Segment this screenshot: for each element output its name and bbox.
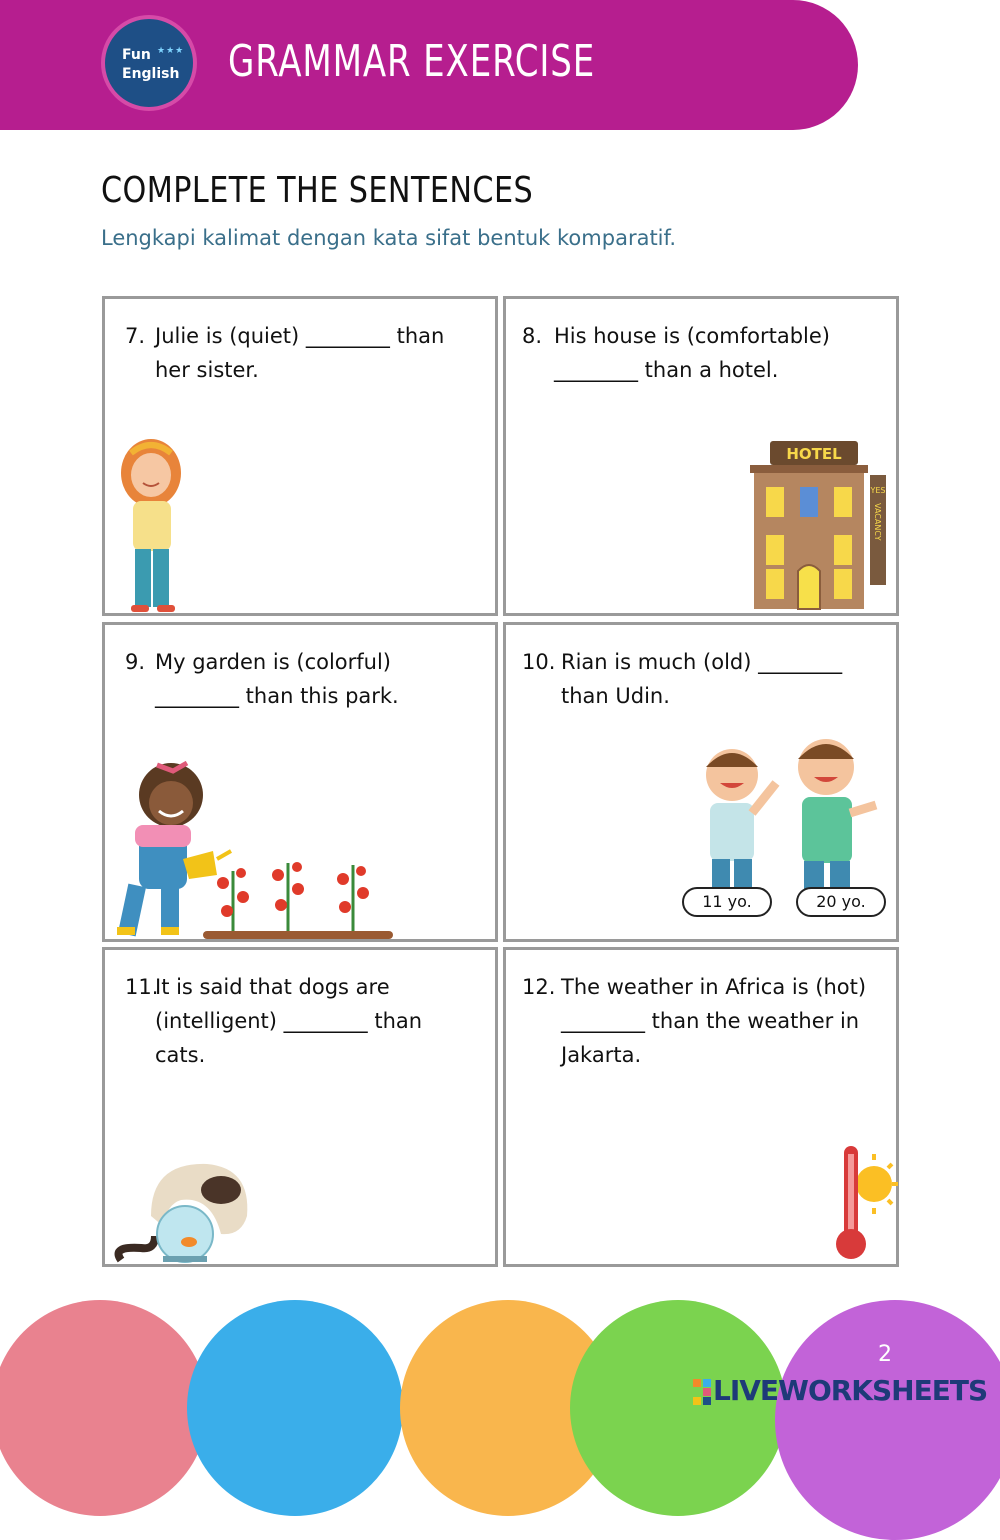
question-number: 11.	[125, 975, 159, 999]
question-number: 7.	[125, 324, 146, 348]
page-number: 2	[878, 1342, 892, 1367]
hotel-illustration	[746, 435, 896, 615]
question-number: 9.	[125, 650, 146, 674]
question-card-9	[102, 622, 498, 942]
question-card-8	[503, 296, 899, 616]
logo-text-fun: Fun	[122, 47, 151, 63]
question-card-11	[102, 947, 498, 1267]
question-card-7	[102, 296, 498, 616]
section-subtitle: Lengkapi kalimat dengan kata sifat bentuk komparatif.	[101, 226, 677, 250]
hotel-sign-text: HOTEL	[786, 445, 842, 463]
logo-stars-icon: ★★★	[157, 46, 185, 56]
question-number: 12.	[522, 975, 556, 999]
footer-circle-pink	[0, 1300, 208, 1516]
logo-text-english: English	[122, 66, 180, 82]
girl-illustration	[113, 431, 193, 616]
question-card-10	[503, 622, 899, 942]
question-text: It is said that dogs are (intelligent) ________ than cats.	[155, 975, 423, 1067]
question-number: 8.	[522, 324, 543, 348]
fun-english-logo	[101, 15, 197, 111]
yes-sign-text: YES	[870, 486, 886, 495]
liveworksheets-logo	[693, 1374, 987, 1407]
question-card-12	[503, 947, 899, 1267]
age-badge-big: 20 yo.	[796, 887, 886, 917]
liveworksheets-mark-icon	[693, 1379, 711, 1405]
question-number: 10.	[522, 650, 556, 674]
section-title: COMPLETE THE SENTENCES	[101, 170, 534, 211]
question-text: Julie is (quiet) ________ than her sister.	[155, 324, 445, 382]
footer-circle-green	[570, 1300, 786, 1516]
thermometer-sun-icon	[824, 1140, 900, 1265]
footer-circle-purple	[775, 1300, 1000, 1540]
footer-circle-blue	[187, 1300, 403, 1516]
vacancy-sign-text: VACANCY	[873, 503, 882, 541]
question-text: The weather in Africa is (hot) ________ than the weather in Jakarta.	[561, 975, 867, 1067]
gardening-girl-illustration	[113, 755, 393, 940]
page-title: GRAMMAR EXERCISE	[228, 36, 596, 87]
cat-fishbowl-illustration	[111, 1156, 261, 1268]
age-badge-small: 11 yo.	[682, 887, 772, 917]
liveworksheets-text: LIVEWORKSHEETS	[713, 1374, 988, 1407]
question-text: Rian is much (old) ________ than Udin.	[561, 650, 843, 708]
question-text: My garden is (colorful) ________ than this park.	[155, 650, 399, 708]
question-text: His house is (comfortable) ________ than a hotel.	[554, 324, 830, 382]
